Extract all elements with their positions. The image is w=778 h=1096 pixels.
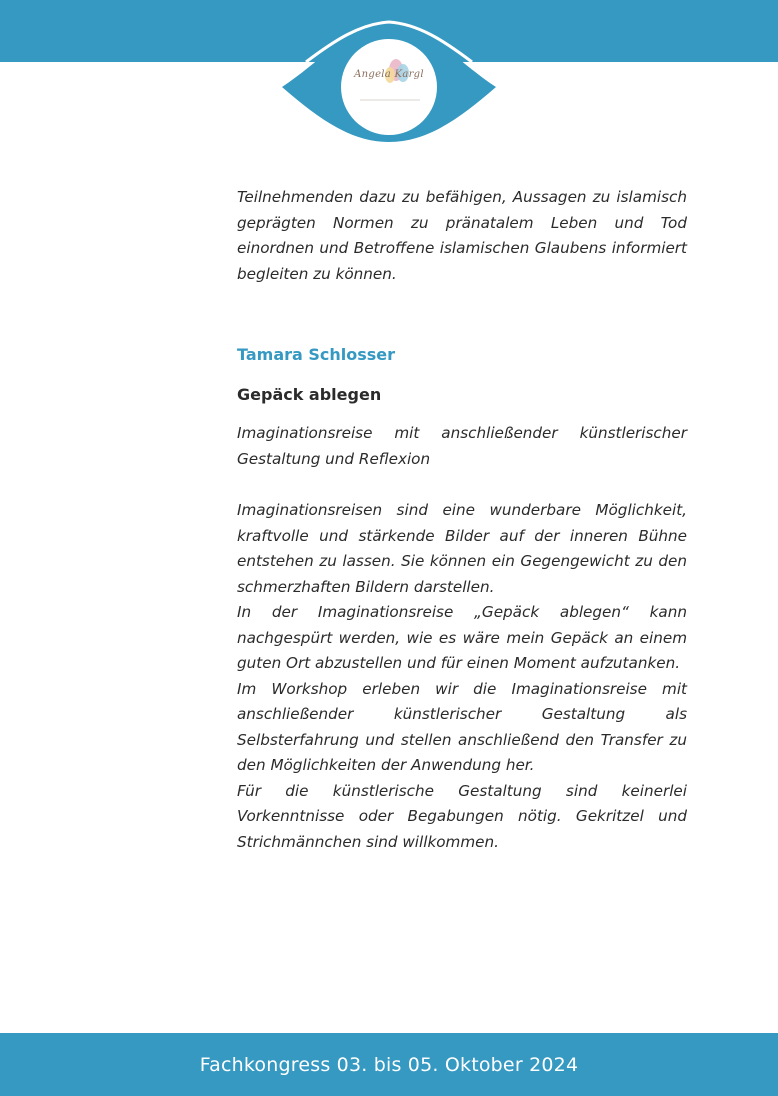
description-paragraph: Für die künstlerische Gestaltung sind keinerlei Vorkenntnisse oder Begabungen nötig. Gekritzel und Strichmännchen sind willkommen. — [237, 781, 687, 851]
main-content — [237, 185, 687, 855]
description-paragraph: Imaginationsreisen sind eine wunderbare Möglichkeit, kraftvolle und stärkende Bilder auf der inneren Bühne entstehen zu lassen. Sie können ein Gegengewicht zu den schmerzhaften Bildern darstellen. — [237, 501, 687, 596]
footer-band — [0, 1033, 778, 1096]
workshop-subtitle: Imaginationsreise mit anschließender künstlerischer Gestaltung und Reflexion — [237, 424, 687, 468]
speaker-name: Tamara Schlosser — [237, 345, 396, 364]
workshop-description — [237, 498, 687, 855]
eye-logo-icon — [0, 0, 778, 160]
logo-text: Angela Kargl — [354, 69, 424, 80]
workshop-title: Gepäck ablegen — [237, 385, 382, 404]
footer-text: Fachkongress 03. bis 05. Oktober 2024 — [199, 1053, 579, 1076]
description-paragraph: Im Workshop erleben wir die Imaginationsreise mit anschließender künstlerischer Gestaltung als Selbsterfahrung und stellen anschließend den Transfer zu den Möglichkeiten der Anwendung her. — [237, 679, 687, 774]
description-paragraph: In der Imaginationsreise „Gepäck ablegen“ kann nachgespürt werden, wie es wäre mein Gepäck an einem guten Ort abzustellen und für einen Moment aufzutanken. — [237, 603, 687, 672]
intro-paragraph: Teilnehmenden dazu zu befähigen, Aussagen zu islamisch geprägten Normen zu pränatalem Leben und Tod einordnen und Betroffene islamischen Glaubens informiert begleiten zu können. — [237, 188, 687, 283]
